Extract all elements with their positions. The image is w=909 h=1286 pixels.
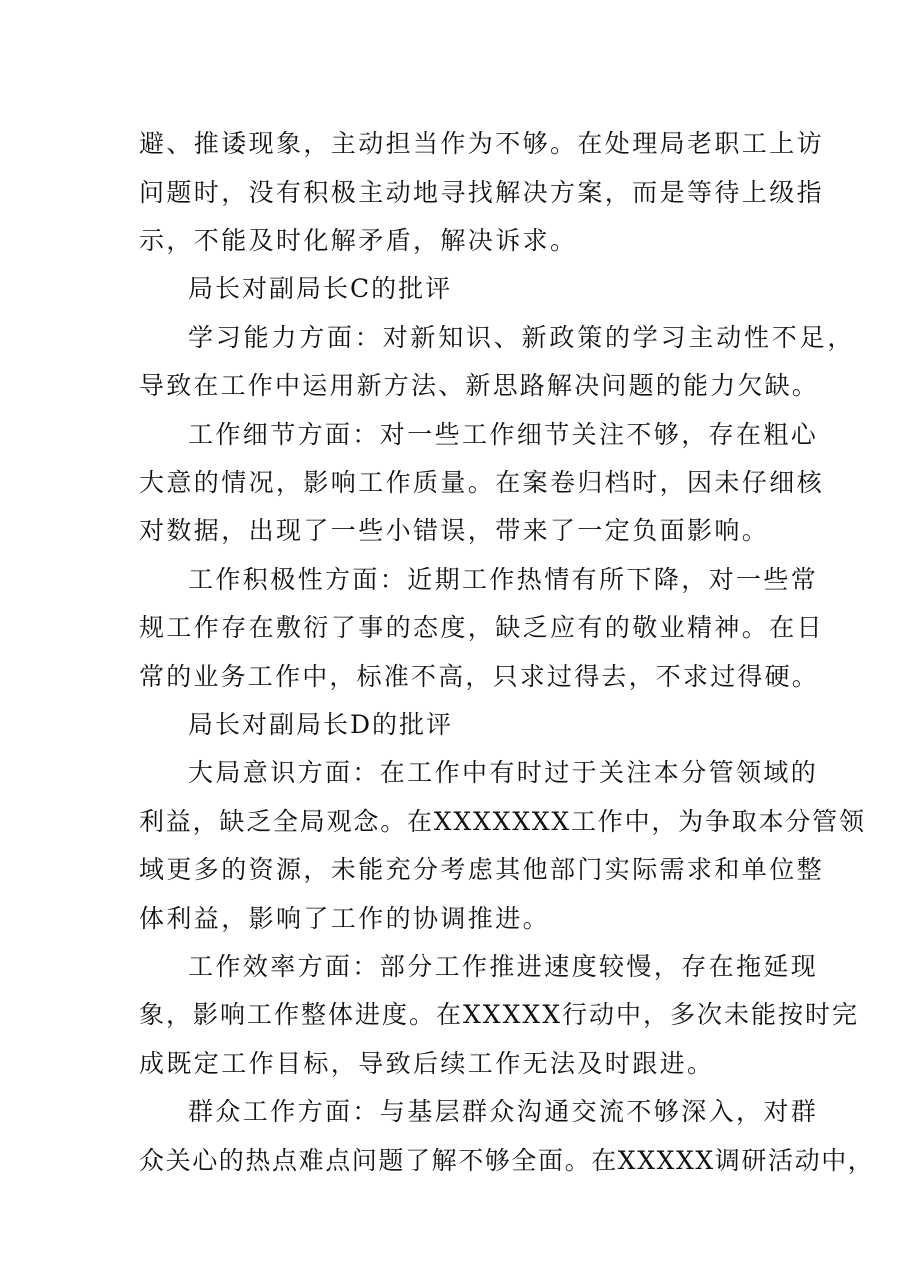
text-line: 成既定工作目标，导致后续工作无法及时跟进。 <box>139 1049 715 1078</box>
text-line: 利益，缺乏全局观念。在XXXXXXX工作中，为争取本分管领 <box>139 807 866 836</box>
text-line: 学习能力方面：对新知识、新政策的学习主动性不足， <box>188 323 856 352</box>
text-line: 体利益，影响了工作的协调推进。 <box>139 904 551 933</box>
text-line: 众关心的热点难点问题了解不够全面。在XXXXX调研活动中， <box>139 1146 875 1175</box>
text-line: 避、推诿现象，主动担当作为不够。在处理局老职工上访 <box>139 129 825 158</box>
text-line: 群众工作方面：与基层群众沟通交流不够深入，对群 <box>188 1097 819 1126</box>
text-line: 对数据，出现了一些小错误，带来了一定负面影响。 <box>139 516 770 545</box>
text-line: 常的业务工作中，标准不高，只求过得去，不求过得硬。 <box>139 662 820 691</box>
text-line: 示，不能及时化解矛盾，解决诉求。 <box>139 226 578 255</box>
text-line: 导致在工作中运用新方法、新思路解决问题的能力欠缺。 <box>139 371 820 400</box>
section-heading: 局长对副局长C的批评 <box>188 274 453 303</box>
text-line: 象，影响工作整体进度。在XXXXX行动中，多次未能按时完 <box>139 1000 859 1029</box>
text-line: 大意的情况，影响工作质量。在案卷归档时，因未仔细核 <box>139 468 825 497</box>
text-line: 工作效率方面：部分工作推进速度较慢，存在拖延现 <box>188 952 819 981</box>
text-line: 规工作存在敷衍了事的态度，缺乏应有的敬业精神。在日 <box>139 613 825 642</box>
text-line: 工作积极性方面：近期工作热情有所下降，对一些常 <box>188 565 819 594</box>
section-heading: 局长对副局长D的批评 <box>188 710 454 739</box>
text-line: 域更多的资源，未能充分考虑其他部门实际需求和单位整 <box>139 855 825 884</box>
text-line: 工作细节方面：对一些工作细节关注不够，存在粗心 <box>188 420 819 449</box>
text-line: 大局意识方面：在工作中有时过于关注本分管领域的 <box>188 758 819 787</box>
text-line: 问题时，没有积极主动地寻找解决方案，而是等待上级指 <box>139 178 825 207</box>
